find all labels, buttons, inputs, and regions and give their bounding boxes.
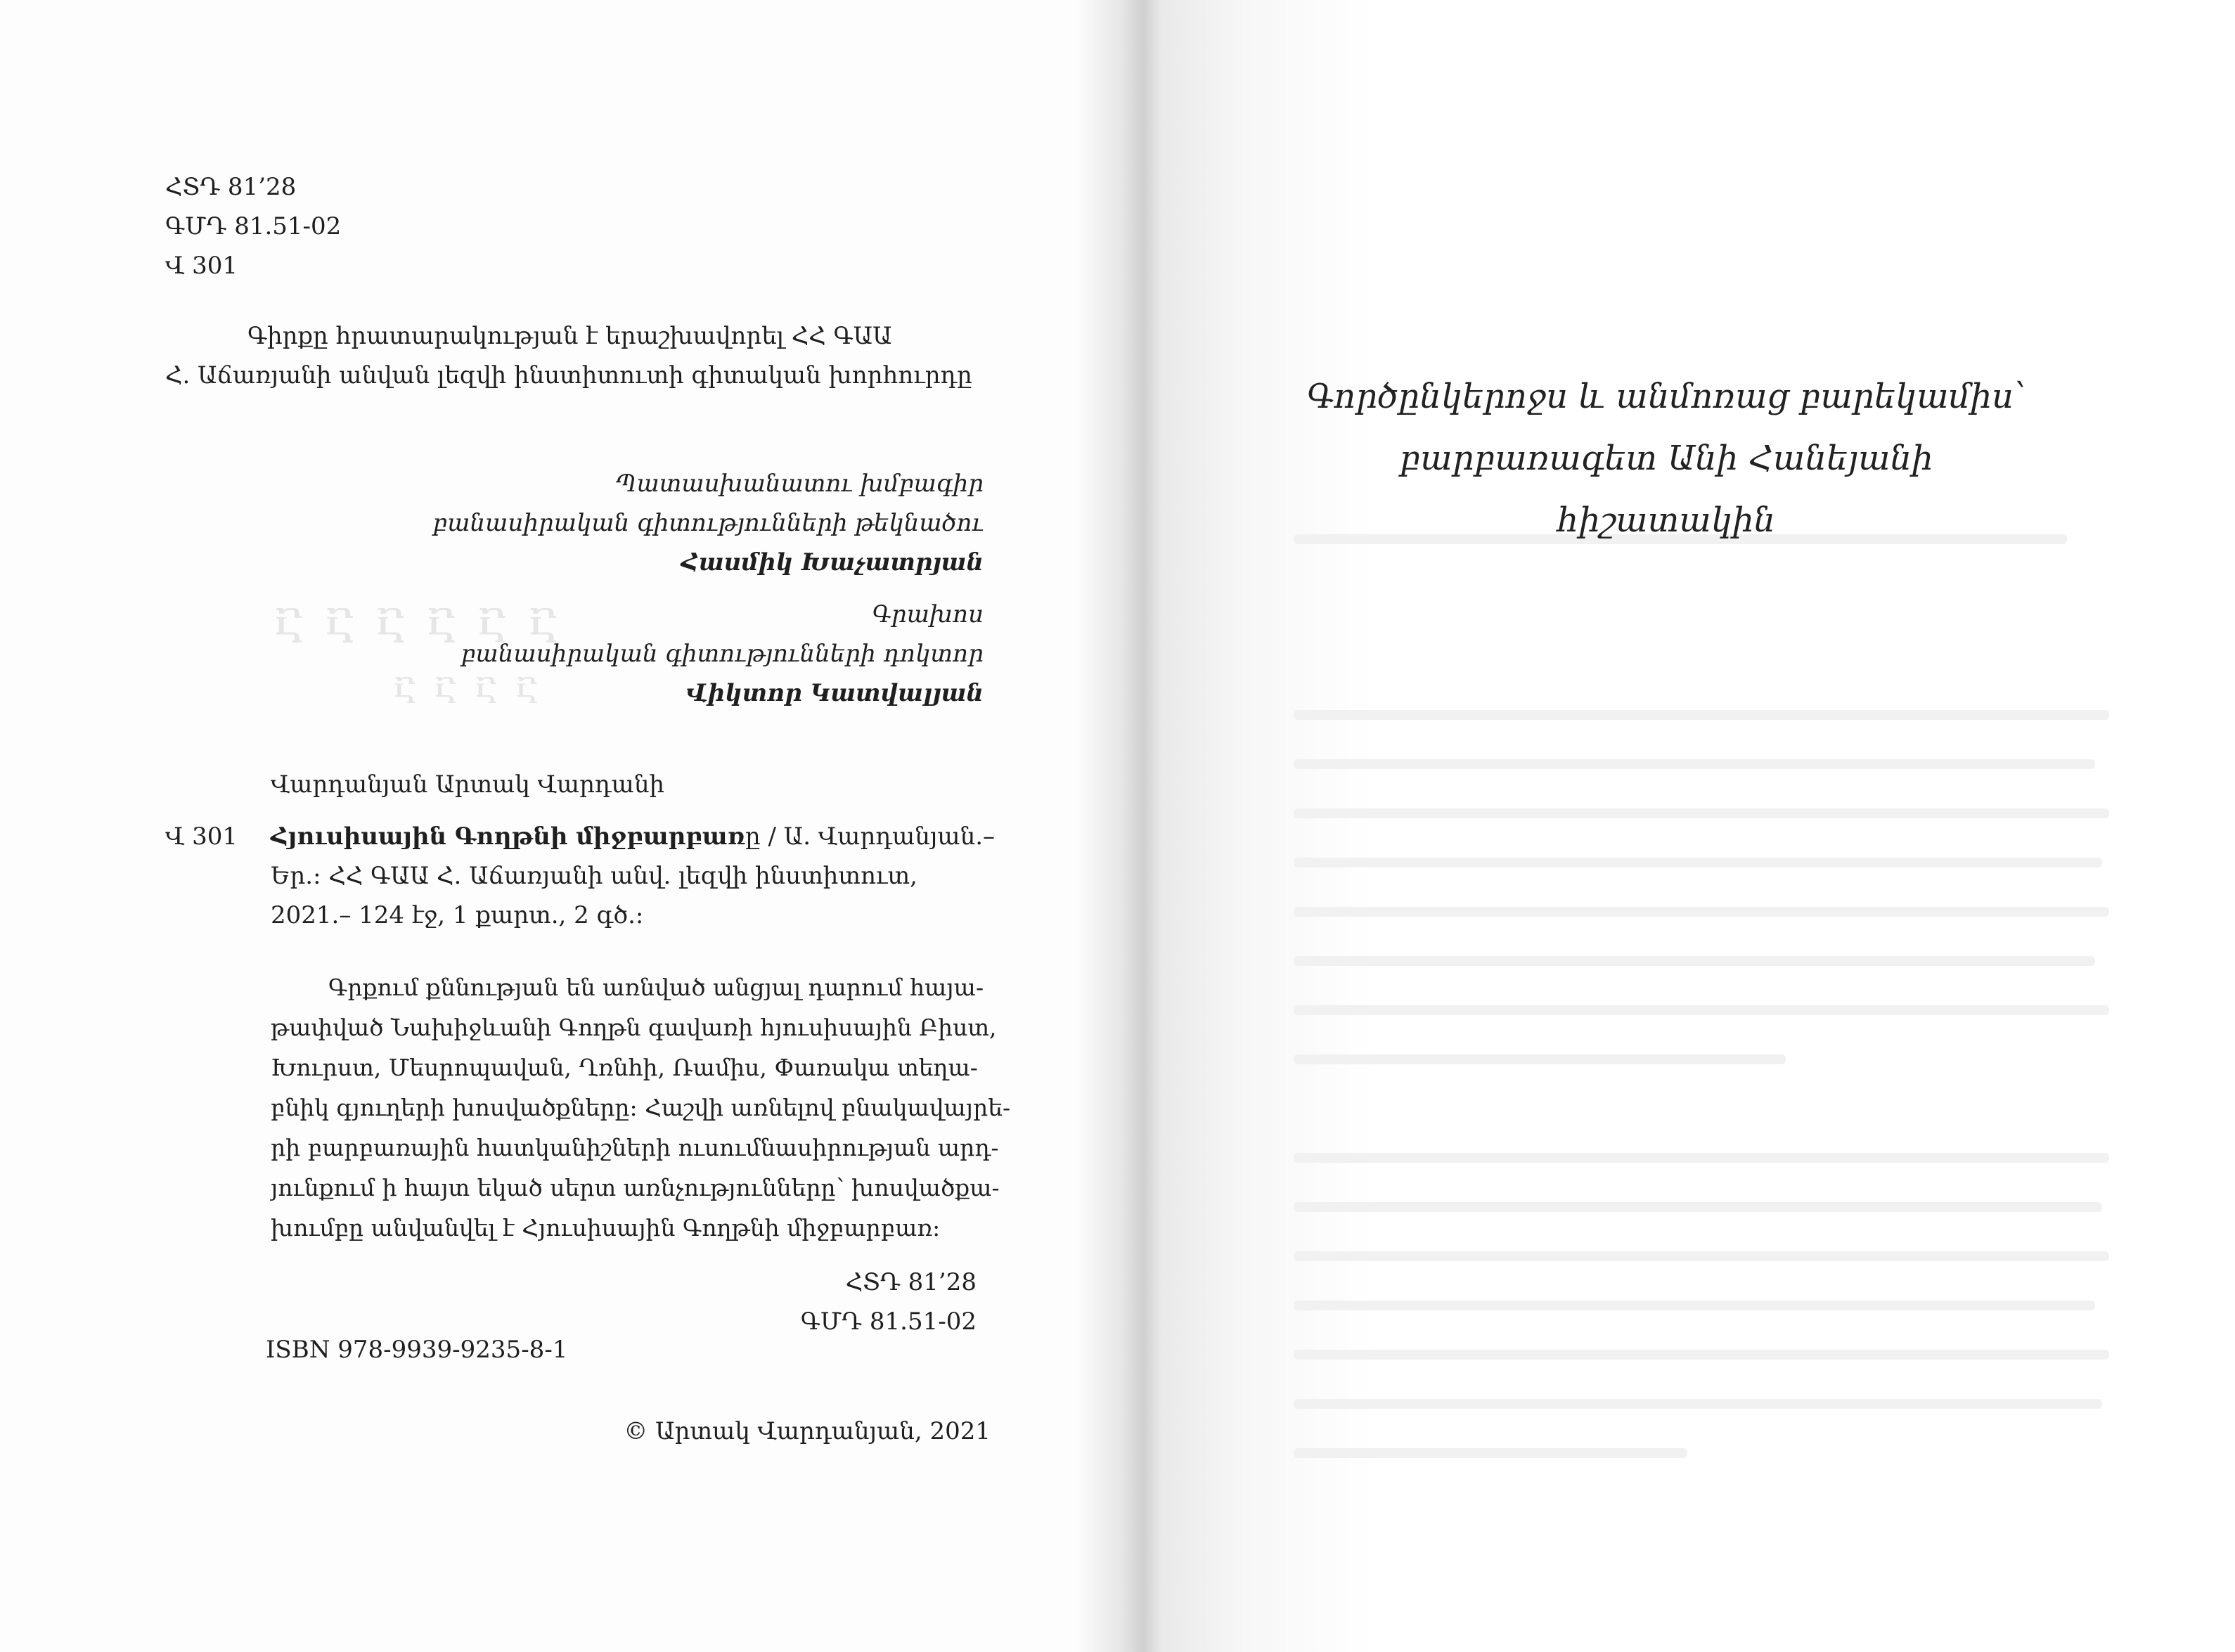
catalog-title: Հյուսիսային Գողթնի միջբարբառ <box>271 822 746 851</box>
approval-line-2: Հ. Աճառյանի անվան լեզվի ինստիտուտի գիտական խորհուրդը <box>165 361 972 389</box>
editor-role: Պատասխանատու խմբագիր <box>615 470 984 498</box>
reviewer-degree: բանասիրական գիտությունների դոկտոր <box>460 640 984 668</box>
isbn: ISBN 978-9939-9235-8-1 <box>266 1336 568 1364</box>
show-through-line <box>1294 956 2095 966</box>
bottom-codes <box>801 1263 977 1341</box>
show-through-line <box>1294 858 2102 867</box>
bottom-udc-code: ՀՏԴ 81’28 <box>845 1268 977 1296</box>
show-through-line <box>1294 710 2109 720</box>
reviewer-role: Գրախոս <box>872 600 984 628</box>
show-through-line <box>1294 1202 2102 1212</box>
show-through-text: Ⴀ Ⴀ Ⴀ Ⴀ <box>394 675 543 711</box>
editor-degree: բանասիրական գիտությունների թեկնածու <box>432 509 984 537</box>
reviewer-block <box>460 595 984 713</box>
abstract-line: խումբը անվանվել է Հյուսիսային Գողթնի միջբարբառ: <box>271 1214 941 1241</box>
bottom-lbc-code: ԳՄԴ 81.51-02 <box>800 1308 977 1336</box>
show-through-line <box>1294 1448 1687 1458</box>
show-through-line <box>1294 1251 2109 1261</box>
show-through-line <box>1294 1350 2109 1360</box>
show-through-line <box>1294 1399 2102 1409</box>
catalog-title-line <box>271 817 995 856</box>
dedication-line: բարբառագետ Անի Հանեյանի <box>1399 439 1933 478</box>
abstract-line: Խուրստ, Մեսրոպավան, Ղռնհի, Ռամիս, Փառակա տեղա- <box>271 1054 978 1081</box>
abstract <box>271 967 1010 1248</box>
abstract-line: Գրքում քննության են առնված անցյալ դարում հայա- <box>328 974 984 1001</box>
approval-line-1: Գիրքը հրատարակության է երաշխավորել ՀՀ ԳԱԱ <box>247 322 892 350</box>
classification-codes <box>165 167 341 285</box>
editor-block <box>432 464 984 582</box>
show-through-line <box>1294 808 2109 818</box>
dedication <box>1294 366 2039 551</box>
dedication-line: հիշատակին <box>1557 501 1775 540</box>
catalog-line-2: Եր.: ՀՀ ԳԱԱ Հ. Աճառյանի անվ. լեզվի ինստիտուտ, <box>271 862 917 890</box>
show-through-line <box>1294 1153 2109 1163</box>
udc-code: ՀՏԴ 81’28 <box>165 173 297 201</box>
show-through-line <box>1294 759 2095 769</box>
abstract-line: թափված Նախիջևանի Գողթն գավառի հյուսիսային Բիստ, <box>271 1014 997 1041</box>
catalog-title-rest: ը / Ա. Վարդանյան.– <box>745 822 996 851</box>
show-through-line <box>1294 1301 2095 1310</box>
dedication-line: Գործընկերոջս և անմոռաց բարեկամիս՝ <box>1306 377 2026 416</box>
author-heading: Վարդանյան Արտակ Վարդանի <box>271 770 665 799</box>
author-mark: Վ 301 <box>165 252 238 280</box>
book-gutter <box>1076 0 1160 1652</box>
show-through-line <box>1294 1005 2109 1015</box>
show-through-text: Ⴀ Ⴀ Ⴀ Ⴀ Ⴀ Ⴀ <box>274 605 562 652</box>
copyright: © Արտակ Վարդանյան, 2021 <box>624 1417 991 1445</box>
abstract-line: բնիկ գյուղերի խոսվածքները: Հաշվի առնելով բնակավայրե- <box>271 1094 1011 1121</box>
show-through-line <box>1294 907 2109 917</box>
abstract-line: րի բարբառային հատկանիշների ուսումնասիրության արդ- <box>271 1134 999 1161</box>
catalog-mark: Վ 301 <box>165 822 238 851</box>
reviewer-name: Վիկտոր Կատվալյան <box>685 679 984 707</box>
abstract-line: յունքում ի հայտ եկած սերտ առնչությունները՝ խոսվածքա- <box>271 1174 1000 1201</box>
catalog-line-3: 2021.– 124 էջ, 1 քարտ., 2 գծ.: <box>271 901 644 929</box>
editor-name: Հասմիկ Խաչատրյան <box>681 548 984 576</box>
show-through-line <box>1294 1054 1786 1064</box>
lbc-code: ԳՄԴ 81.51-02 <box>165 212 342 240</box>
